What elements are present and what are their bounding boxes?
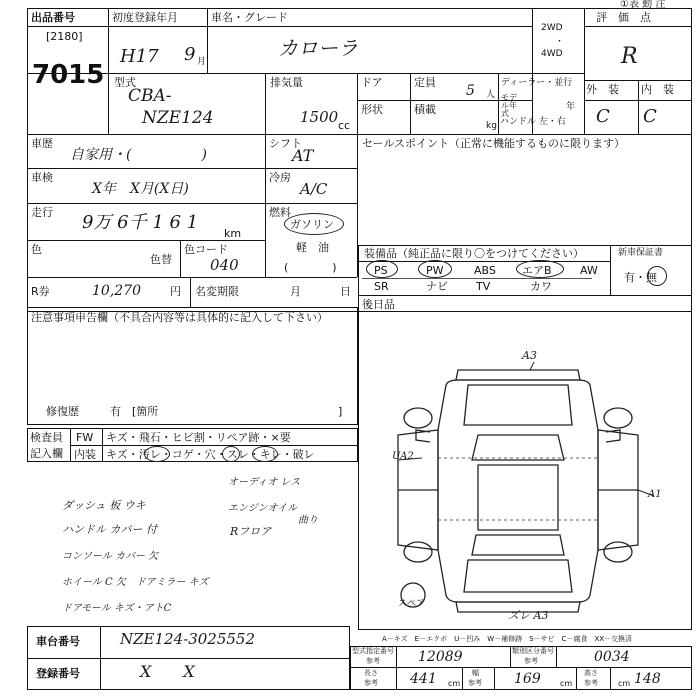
- repaint-label: 色替: [150, 253, 172, 266]
- car-name: カローラ: [278, 36, 358, 60]
- chassis-label: 車台番号: [36, 635, 80, 648]
- chassis-value: NZE124-3025552: [120, 630, 255, 648]
- repair-value: 有 [箇所: [110, 405, 159, 418]
- fuel-gasoline: ガソリン: [290, 218, 334, 231]
- displacement-unit: cc: [338, 119, 351, 132]
- lot-label: 出品番号: [31, 11, 75, 24]
- equip-aw: AW: [580, 264, 598, 277]
- repair-close: ]: [338, 405, 343, 418]
- note-audio: オーディオ レス: [228, 477, 301, 488]
- inspection-label: 車検: [31, 171, 53, 184]
- after-date-label: 後日品: [362, 298, 395, 311]
- recycle-unit: 円: [170, 285, 181, 298]
- top-right-label: ①表 動 注: [620, 0, 666, 10]
- length-label: 長さ: [364, 669, 378, 677]
- diagram-ua2: UA2: [392, 451, 414, 462]
- note-bend: 曲り: [298, 515, 318, 526]
- month-unit: 月: [197, 57, 207, 67]
- shift-label: シフト: [269, 137, 302, 150]
- equip-sr: SR: [374, 280, 389, 293]
- equipment-label: 装備品（純正品に限り〇をつけてください）: [364, 247, 584, 260]
- equip-ps: PS: [374, 264, 388, 277]
- color-code-value: 040: [210, 256, 239, 274]
- int-items: キズ・汚レ・コゲ・穴・スレ・キレ・破レ: [106, 448, 315, 461]
- registration-value: X X: [140, 662, 195, 681]
- first-reg-label: 初度登録年月: [112, 11, 178, 24]
- length-ref: 参考: [364, 679, 378, 687]
- equip-airbag-circle: [516, 260, 564, 278]
- load-unit: kg: [486, 121, 497, 131]
- model-designation-label: 型式指定番号: [352, 647, 394, 655]
- sales-point-label: セールスポイント（正常に機能するものに限ります）: [362, 137, 626, 150]
- aircon-label: 冷房: [269, 171, 291, 184]
- color-code-label: 色コード: [184, 243, 228, 256]
- category-label: 類別区分番号: [512, 647, 554, 655]
- lot-code: [2180]: [46, 30, 83, 43]
- note-wheel: ホイール C 欠 ドアミラー キズ: [62, 577, 209, 588]
- mileage-unit: km: [224, 227, 242, 240]
- fuel-label: 燃料: [269, 206, 291, 219]
- width-label: 幅: [472, 669, 479, 677]
- model-designation-value: 12089: [418, 649, 463, 665]
- capacity-label: 定員: [414, 76, 436, 89]
- note-engine: エンジンオイル: [228, 503, 297, 514]
- exterior-grade: C: [596, 106, 610, 127]
- deadline-day: 日: [340, 285, 351, 298]
- height-ref: 参考: [584, 679, 598, 687]
- aircon-value: A/C: [300, 180, 328, 198]
- inspector-label-2: 記入欄: [30, 447, 63, 460]
- equip-navi: ナビ: [426, 280, 448, 293]
- note-molding: ドアモール キズ・アトC: [62, 603, 172, 614]
- height-label: 高さ: [584, 669, 598, 677]
- exterior-label: 外 装: [586, 83, 619, 96]
- damage-legend: A－キズ E－エクボ U－凹み W－補修跡 S－サビ C－腐食 XX－交換済: [382, 635, 633, 643]
- equip-tv: TV: [476, 280, 491, 293]
- equipment-row-1: [362, 263, 610, 278]
- fuel-light-oil: 軽 油: [296, 241, 329, 254]
- drive-4wd: 4WD: [541, 49, 563, 59]
- displacement-label: 排気量: [270, 76, 303, 89]
- year-unit: 年: [566, 102, 576, 112]
- shift-value: AT: [292, 146, 314, 165]
- equip-ps-circle: [366, 260, 398, 278]
- equip-pw: PW: [426, 264, 444, 277]
- handle-label: ハンドル 左・右: [500, 117, 566, 127]
- width-value: 169: [514, 671, 541, 687]
- load-label: 積載: [414, 103, 436, 116]
- recycle-label: R券: [31, 285, 50, 298]
- displacement-value: 1500: [300, 108, 339, 126]
- car-damage-diagram: [358, 340, 692, 630]
- length-value: 441: [410, 671, 437, 687]
- model-label: 型式: [114, 76, 136, 89]
- category-ref: 参考: [524, 657, 538, 665]
- history-label: 車歴: [31, 137, 53, 150]
- note-console: コンソール カバー 欠: [62, 551, 159, 562]
- width-cm: cm: [560, 679, 573, 688]
- equip-abs: ABS: [474, 264, 496, 277]
- inspector-label-1: 検査員: [30, 431, 63, 444]
- history-value: 自家用・( ): [70, 147, 207, 163]
- drive-2wd: 2WD: [541, 23, 563, 33]
- length-cm: cm: [448, 679, 461, 688]
- rating-label: 評 価 点: [596, 11, 651, 24]
- int-scuff-circle: [252, 446, 278, 462]
- fuel-gasoline-circle: [284, 213, 344, 235]
- mileage-value: 9万 6千 1 6 1: [82, 212, 199, 233]
- model-line2: NZE124: [142, 108, 214, 128]
- interior-label: 内 装: [641, 83, 674, 96]
- capacity-unit: 人: [486, 90, 496, 100]
- model-line1: CBA-: [128, 86, 172, 106]
- equipment-row-2: [362, 279, 610, 294]
- diagram-a3-top: A3: [522, 349, 537, 362]
- body-outline: [438, 380, 598, 602]
- front-bumper: [456, 370, 580, 380]
- note-handle: ハンドル カバー 付: [62, 523, 157, 536]
- fuel-paren: ( ): [284, 261, 337, 274]
- name-label: 車名・グレード: [211, 11, 288, 24]
- warranty-value: 有・無: [624, 271, 657, 284]
- mileage-label: 走行: [31, 206, 53, 219]
- repair-label: 修復歴: [46, 405, 79, 418]
- registration-label: 登録番号: [36, 667, 80, 680]
- deadline-label: 名変期限: [195, 285, 239, 298]
- height-value: 148: [634, 671, 661, 687]
- shape-label: 形状: [361, 103, 383, 116]
- first-reg-month: 9: [184, 44, 196, 65]
- color-label: 色: [31, 243, 42, 256]
- lot-number: 7015: [32, 60, 105, 90]
- equip-airbag: エアB: [522, 264, 552, 277]
- first-reg-year: H17: [120, 46, 159, 67]
- door-label: ドア: [361, 76, 383, 89]
- diagram-a1: A1: [648, 489, 662, 500]
- dealer-label: ディーラー・並行: [501, 78, 573, 88]
- note-dash: ダッシュ 板 ウキ: [62, 499, 146, 512]
- equip-leather: カワ: [530, 280, 552, 293]
- warranty-circle: [647, 266, 667, 286]
- height-cm: cm: [618, 679, 631, 688]
- warranty-label: 新車保証書: [618, 248, 664, 258]
- inspection-value: X年 X月(X日): [92, 181, 189, 197]
- model-designation-ref: 参考: [366, 657, 380, 665]
- width-ref: 参考: [468, 679, 482, 687]
- recycle-value: 10,270: [92, 283, 141, 299]
- fw-items: キズ・飛石・ヒビ割・リペア跡・×要: [106, 431, 291, 444]
- equip-pw-circle: [418, 260, 452, 278]
- capacity-value: 5: [466, 83, 475, 99]
- int-label: 内装: [74, 448, 96, 461]
- rating-value: R: [621, 44, 638, 69]
- drive-dot: ・: [555, 37, 565, 47]
- int-stain-circle: [144, 446, 170, 462]
- fw-label: FW: [76, 431, 94, 444]
- note-rfloor: Rフロア: [230, 525, 272, 538]
- interior-grade: C: [643, 106, 657, 127]
- diagram-a3-bottom: ズレ A3: [508, 609, 549, 622]
- deadline-month: 月: [290, 285, 301, 298]
- category-value: 0034: [594, 649, 630, 665]
- diagram-spare: スペア: [398, 599, 426, 609]
- int-hole-circle: [222, 446, 240, 462]
- model-year-label: モデル年式: [501, 93, 517, 118]
- notes-label: 注意事項申告欄（不具合内容等は具体的に記入して下さい）: [31, 311, 328, 324]
